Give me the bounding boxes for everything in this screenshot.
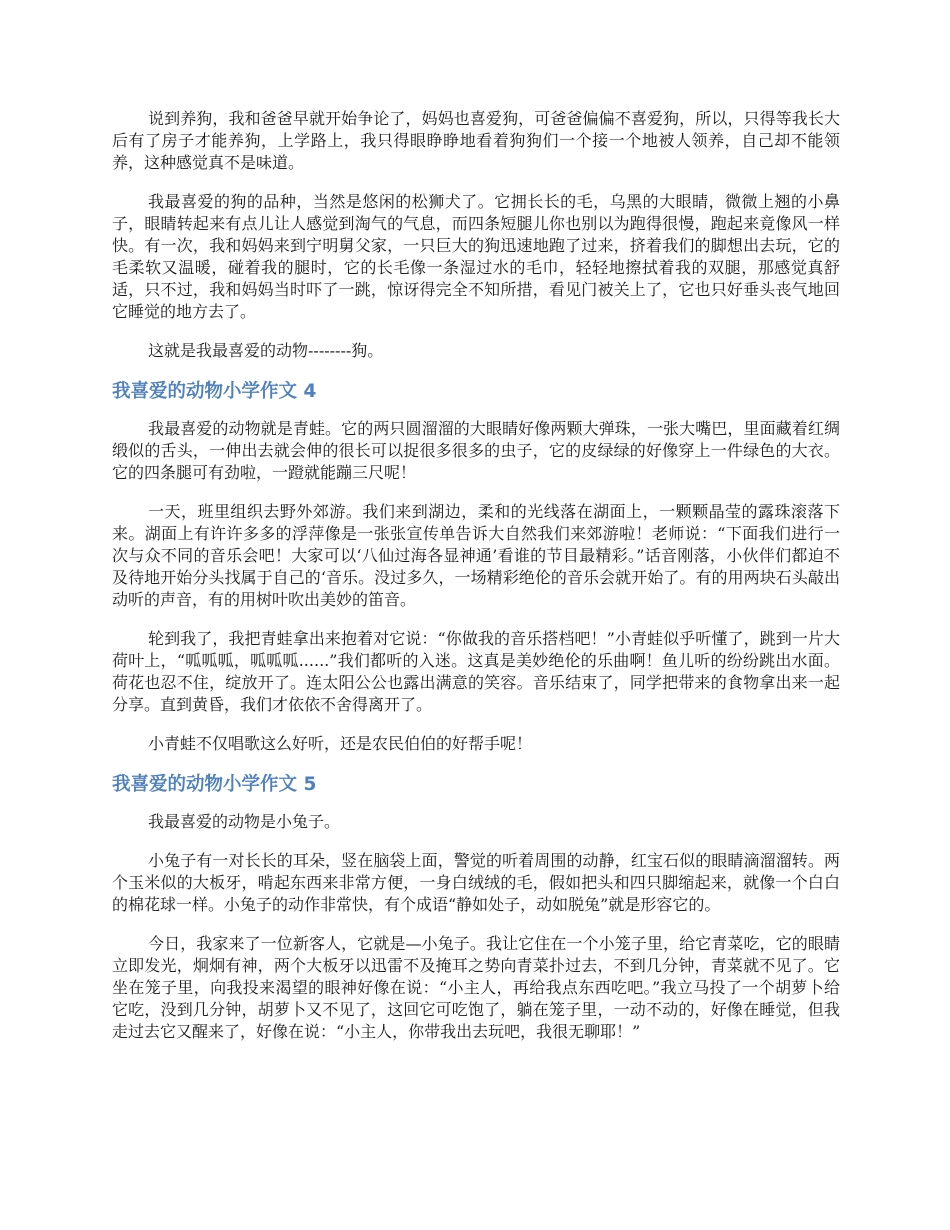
section-heading: 我喜爱的动物小学作文 4 <box>112 381 317 402</box>
essay-4 <box>112 379 840 755</box>
section-heading: 我喜爱的动物小学作文 5 <box>112 774 317 795</box>
paragraph: 我最喜爱的动物是小兔子。 <box>148 812 341 831</box>
essay-5 <box>112 772 840 1043</box>
paragraph: 小青蛙不仅唱歌这么好听，还是农民伯伯的好帮手呢！ <box>148 734 533 753</box>
paragraph: 我最喜爱的动物就是青蛙。它的两只圆溜溜的大眼睛好像两颗大弹珠，一张大嘴巴，里面藏着红绸缎似的舌头，一伸出去就会伸的很长可以捉很多很多的虫子，它的皮绿绿的好像穿上一件绿色的大衣。它的四条腿可有劲啦，一蹬就能蹦三尺呢！ <box>112 419 840 482</box>
paragraph: 我最喜爱的狗的品种，当然是悠闲的松狮犬了。它拥长长的毛，乌黑的大眼睛，微微上翘的小鼻子，眼睛转起来有点儿让人感觉到淘气的气息，而四条短腿儿你也别以为跑得很慢，跑起来竟像风一样快。有一次，我和妈妈来到宁明舅父家，一只巨大的狗迅速地跑了过来，挤着我们的脚想出去玩，它的毛柔软又温暖，碰着我的腿时，它的长毛像一条湿过水的毛巾，轻轻地擦拭着我的双腿，那感觉真舒适，只不过，我和妈妈当时吓了一跳，惊讶得完全不知所措，看见门被关上了，它也只好垂头丧气地回它睡觉的地方去了。 <box>112 192 840 321</box>
paragraph: 一天，班里组织去野外郊游。我们来到湖边，柔和的光线落在湖面上，一颗颗晶莹的露珠滚落下来。湖面上有许许多多的浮萍像是一张张宣传单告诉大自然我们来郊游啦！老师说：“下面我们进行一次与众不同的音乐会吧！大家可以‘八仙过海各显神通’看谁的节目最精彩。”话音刚落，小伙伴们都迫不及待地开始分头找属于自己的‘音乐。没过多久，一场精彩绝伦的音乐会就开始了。有的用两块石头敲出动听的声音，有的用树叶吹出美妙的笛音。 <box>112 502 840 609</box>
document-page <box>112 108 840 1060</box>
paragraph: 今日，我家来了一位新客人，它就是—小兔子。我让它住在一个小笼子里，给它青菜吃，它的眼睛立即发光，炯炯有神，两个大板牙以迅雷不及掩耳之势向青菜扑过去，不到几分钟，青菜就不见了。它坐在笼子里，向我投来渴望的眼神好像在说：“小主人，再给我点东西吃吧。”我立马投了一个胡萝卜给它吃，没到几分钟，胡萝卜又不见了，这回它可吃饱了，躺在笼子里，一动不动的，好像在睡觉，但我走过去它又醒来了，好像在说：“小主人，你带我出去玩吧，我很无聊耶！” <box>112 934 840 1041</box>
paragraph: 轮到我了，我把青蛙拿出来抱着对它说：“你做我的音乐搭档吧！”小青蛙似乎听懂了，跳到一片大荷叶上，“呱呱呱，呱呱呱......”我们都听的入迷。这真是美妙绝伦的乐曲啊！鱼儿听的纷纷跳出水面。荷花也忍不住，绽放开了。连太阳公公也露出满意的笑容。音乐结束了，同学把带来的食物拿出来一起分享。直到黄昏，我们才依依不舍得离开了。 <box>112 629 840 714</box>
paragraph: 说到养狗，我和爸爸早就开始争论了，妈妈也喜爱狗，可爸爸偏偏不喜爱狗，所以，只得等我长大后有了房子才能养狗，上学路上，我只得眼睁睁地看着狗狗们一个接一个地被人领养，自己却不能领养，这种感觉真不是味道。 <box>112 109 840 172</box>
essay-3-continued <box>112 108 840 362</box>
paragraph: 小兔子有一对长长的耳朵，竖在脑袋上面，警觉的听着周围的动静，红宝石似的眼睛滴溜溜转。两个玉米似的大板牙，啃起东西来非常方便，一身白绒绒的毛，假如把头和四只脚缩起来，就像一个白白的棉花球一样。小兔子的动作非常快，有个成语“静如处子，动如脱兔”就是形容它的。 <box>112 851 840 914</box>
paragraph: 这就是我最喜爱的动物--------狗。 <box>148 341 384 360</box>
